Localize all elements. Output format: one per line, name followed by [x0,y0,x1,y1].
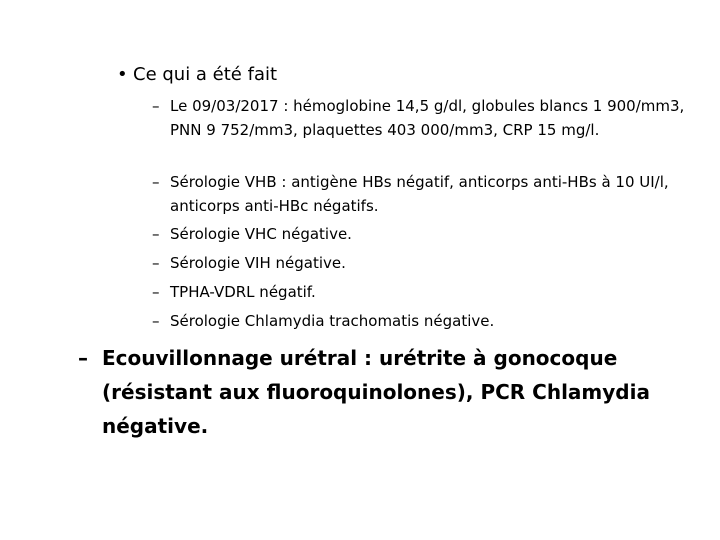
level1-item [117,62,277,88]
list-item [152,94,690,142]
list-item-text: Sérologie VHC négative. [170,225,352,243]
bullet-dash: – [152,97,160,115]
list-item-text: Sérologie Chlamydia trachomatis négative. [170,312,495,330]
level1-text: Ce qui a été fait [133,64,278,85]
bullet-dash: – [152,225,160,243]
big-list-item [78,341,677,443]
bullet-dot: • [117,64,128,85]
bullet-dash: – [78,346,88,370]
bullet-dash: – [152,173,160,191]
list-item-text: Le 09/03/2017 : hémoglobine 14,5 g/dl, globules blancs 1 900/mm3, PNN 9 752/mm3, plaquettes 403 000/mm3, CRP 15 mg/l. [170,97,685,139]
list-item-text: Sérologie VHB : antigène HBs négatif, anticorps anti-HBs à 10 UI/l, anticorps anti-HBc négatifs. [170,173,669,215]
list-item [152,280,690,304]
big-item-text: Ecouvillonnage urétral : urétrite à gonocoque (résistant aux fluoroquinolones), PCR Chlamydia négative. [102,346,650,438]
list-item [152,251,690,275]
bullet-dash: – [152,312,160,330]
list-item [152,170,690,218]
bullet-dash: – [152,254,160,272]
list-item [152,222,690,246]
list-item-text: Sérologie VIH négative. [170,254,346,272]
list-item-text: TPHA-VDRL négatif. [170,283,316,301]
bullet-dash: – [152,283,160,301]
list-item [152,309,690,333]
